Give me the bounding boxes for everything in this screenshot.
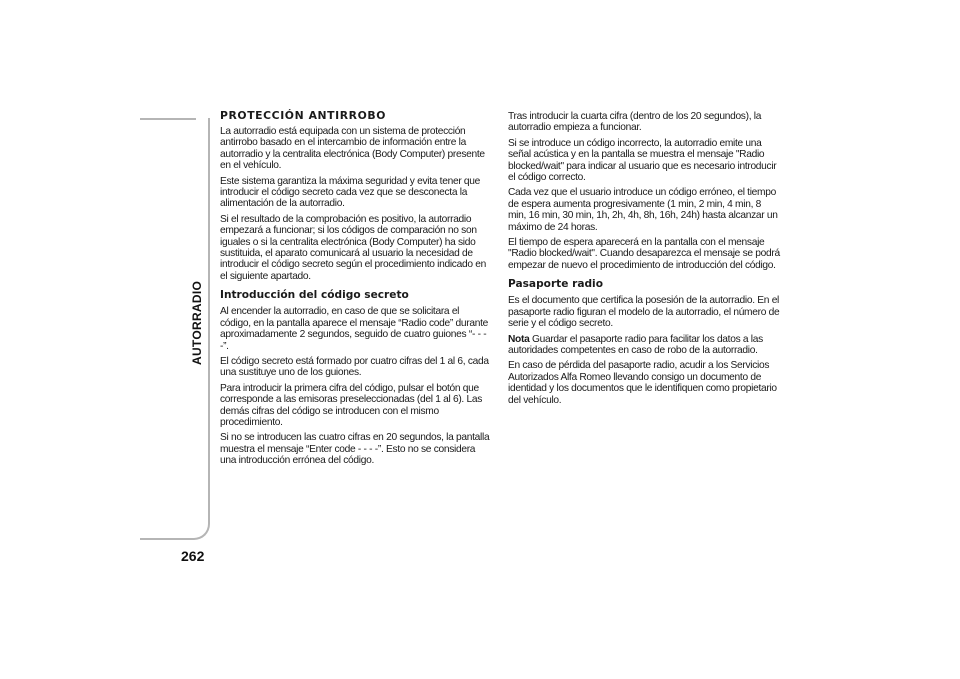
right-column bbox=[508, 111, 780, 410]
paragraph: El tiempo de espera aparecerá en la pantalla con el mensaje "Radio blocked/wait". Cuando desaparezca el mensaje se podrá empezar de nuevo el procedimiento de introducción del código. bbox=[508, 237, 780, 271]
paragraph: La autorradio está equipada con un sistema de protección antirrobo basado en el intercambio de información entre la autorradio y la centralita electrónica (Body Computer) presente en el vehículo. bbox=[220, 126, 485, 172]
paragraph: Es el documento que certifica la posesión de la autorradio. En el pasaporte radio figuran el modelo de la autorradio, el número de serie y el código secreto. bbox=[508, 295, 780, 330]
paragraph: Cada vez que el usuario introduce un código erróneo, el tiempo de espera aumenta progresivamente (1 min, 2 min, 4 min, 8 min, 16 min, 30 min, 1h, 2h, 4h, 8h, 16h, 24h) hasta alcanzar un máximo de 24 horas. bbox=[508, 187, 778, 233]
note-label: Nota bbox=[508, 333, 530, 345]
paragraph: En caso de pérdida del pasaporte radio, acudir a los Servicios Autorizados Alfa Romeo llevando consigo un documento de identidad y los documentos que le identifiquen como propietario del vehículo. bbox=[508, 360, 777, 406]
paragraph: Si se introduce un código incorrecto, la autorradio emite una señal acústica y en la pantalla se muestra el mensaje "Radio blocked/wait" para indicar al usuario que es necesario introducir el código correcto. bbox=[508, 137, 777, 184]
left-column bbox=[220, 109, 492, 471]
page-number: 262 bbox=[181, 548, 205, 564]
paragraph: Para introducir la primera cifra del código, pulsar el botón que corresponde a las emisoras preseleccionadas (del 1 al 6). Las demás cifras del código se introducen con el mismo procedimiento. bbox=[220, 382, 483, 428]
paragraph: Este sistema garantiza la máxima seguridad y evita tener que introducir el código secreto cada vez que se desconecta la alimentación de la autorradio. bbox=[220, 175, 481, 210]
paragraph: Tras introducir la cuarta cifra (dentro de los 20 segundos), la autorradio empieza a funcionar. bbox=[508, 111, 762, 134]
subsection-heading: Introducción del código secreto bbox=[220, 289, 409, 302]
paragraph: Si el resultado de la comprobación es positivo, la autorradio empezará a funcionar; si los códigos de comparación no son iguales o si la centralita electrónica (Body Computer) ha sido sustituida, el aparato comunicará al usuario la necesidad de introducir el código secreto según el procedimiento indicado en el siguiente apartado. bbox=[220, 213, 486, 282]
subsection-heading: Pasaporte radio bbox=[508, 278, 603, 291]
section-heading: PROTECCIÓN ANTIRROBO bbox=[220, 109, 386, 122]
section-label: AUTORRADIO bbox=[190, 280, 204, 365]
paragraph: El código secreto está formado por cuatro cifras del 1 al 6, cada una sustituye uno de los guiones. bbox=[220, 355, 489, 379]
paragraph: Al encender la autorradio, en caso de que se solicitara el código, en la pantalla aparece el mensaje “Radio code” durante aproximadamente 2 segundos, seguido de cuatro guiones “- - - -”. bbox=[220, 306, 488, 352]
note-text: Guardar el pasaporte radio para facilitar los datos a las autoridades competentes en caso de robo de la autorradio. bbox=[508, 333, 763, 356]
paragraph: Si no se introducen las cuatro cifras en 20 segundos, la pantalla muestra el mensaje “Enter code - - - -”. Esto no se considera una introducción errónea del código. bbox=[220, 432, 490, 467]
note-paragraph bbox=[508, 334, 780, 357]
